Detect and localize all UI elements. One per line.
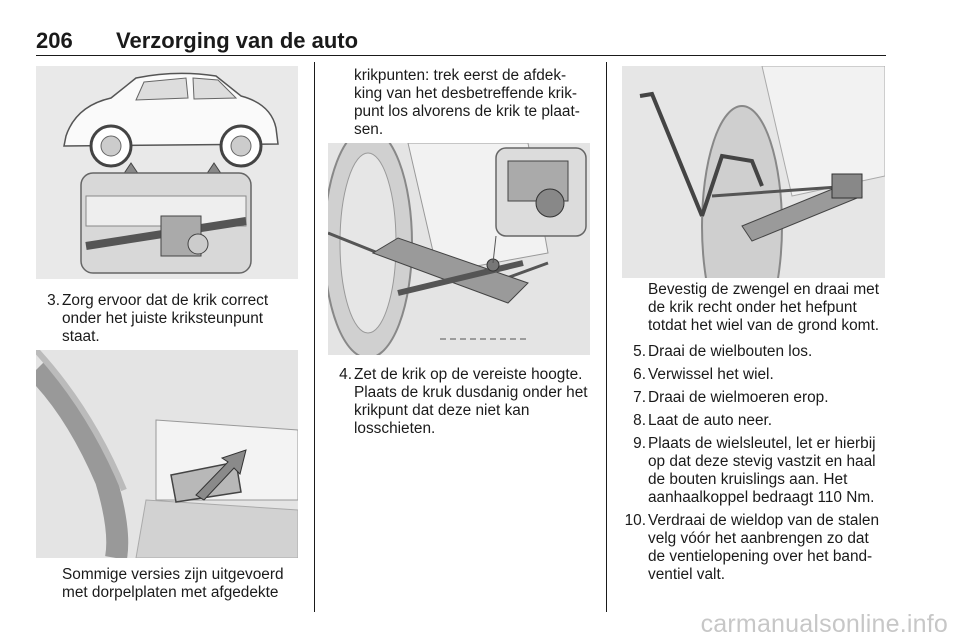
step-line: Verwissel het wiel. xyxy=(648,366,774,383)
step-line: aanhaalkoppel bedraagt 110 Nm. xyxy=(648,489,875,506)
page-number: 206 xyxy=(36,28,73,53)
step-line: Zet de krik op de vereiste hoogte. xyxy=(354,366,583,383)
text-line: Bevestig de zwengel en draai met xyxy=(648,281,879,298)
step-line: Verdraai de wieldop van de stalen xyxy=(648,512,880,529)
step-line: velg vóór het aanbrengen zo dat xyxy=(648,530,869,547)
text-line: punt los alvorens de krik te plaat- xyxy=(354,103,580,120)
sill-cover-illustration xyxy=(36,350,298,558)
step-line: staat. xyxy=(62,328,100,345)
text-line: sen. xyxy=(354,121,384,138)
step-line: Plaats de wielsleutel, let er hierbij xyxy=(648,435,876,452)
column-divider-1 xyxy=(314,62,315,612)
step-number: 9. xyxy=(633,435,646,452)
text-line: totdat het wiel van de grond komt. xyxy=(648,317,879,334)
step-number: 6. xyxy=(633,366,646,383)
step-line: onder het juiste kriksteunpunt xyxy=(62,310,264,327)
step-line: op dat deze stevig vastzit en haal xyxy=(648,453,876,470)
step-number: 8. xyxy=(633,412,646,429)
step-number: 4. xyxy=(339,366,352,383)
continuation-text xyxy=(354,67,594,139)
step-line: de ventielopening over het band- xyxy=(648,548,873,565)
watermark: carmanualsonline.info xyxy=(700,610,948,638)
step-number: 3. xyxy=(47,292,60,309)
step-number: 7. xyxy=(633,389,646,406)
figure-jack-crank xyxy=(622,66,885,278)
step-line: Laat de auto neer. xyxy=(648,412,773,429)
text-line: krikpunten: trek eerst de afdek- xyxy=(354,67,567,84)
jack-positioning-illustration xyxy=(328,143,590,355)
step-line: Zorg ervoor dat de krik correct xyxy=(62,292,269,309)
text-line: king van het desbetreffende krik- xyxy=(354,85,578,102)
note-sill-plates xyxy=(62,566,302,602)
step-line: de bouten kruislings aan. Het xyxy=(648,471,848,488)
figure-sill-cover xyxy=(36,350,298,558)
intro-crank-text xyxy=(648,281,893,335)
step-line: ventiel valt. xyxy=(648,566,725,583)
car-jack-points-illustration xyxy=(36,66,298,279)
figure-car-jack-points xyxy=(36,66,298,279)
step-line: losschieten. xyxy=(354,420,436,437)
note-line: met dorpelplaten met afgedekte xyxy=(62,584,279,601)
chapter-title: Verzorging van de auto xyxy=(116,28,359,53)
step-number: 10. xyxy=(624,512,646,529)
step-line: krikpunt dat deze niet kan xyxy=(354,402,530,419)
step-line: Draai de wielbouten los. xyxy=(648,343,813,360)
header-rule xyxy=(36,55,886,56)
step-number: 5. xyxy=(633,343,646,360)
step-line: Draai de wielmoeren erop. xyxy=(648,389,829,406)
step-line: Plaats de kruk dusdanig onder het xyxy=(354,384,588,401)
figure-jack-positioning xyxy=(328,143,590,355)
jack-crank-illustration xyxy=(622,66,885,278)
text-line: de krik recht onder het hefpunt xyxy=(648,299,857,316)
page-header xyxy=(36,28,886,54)
note-line: Sommige versies zijn uitgevoerd xyxy=(62,566,284,583)
column-divider-2 xyxy=(606,62,607,612)
